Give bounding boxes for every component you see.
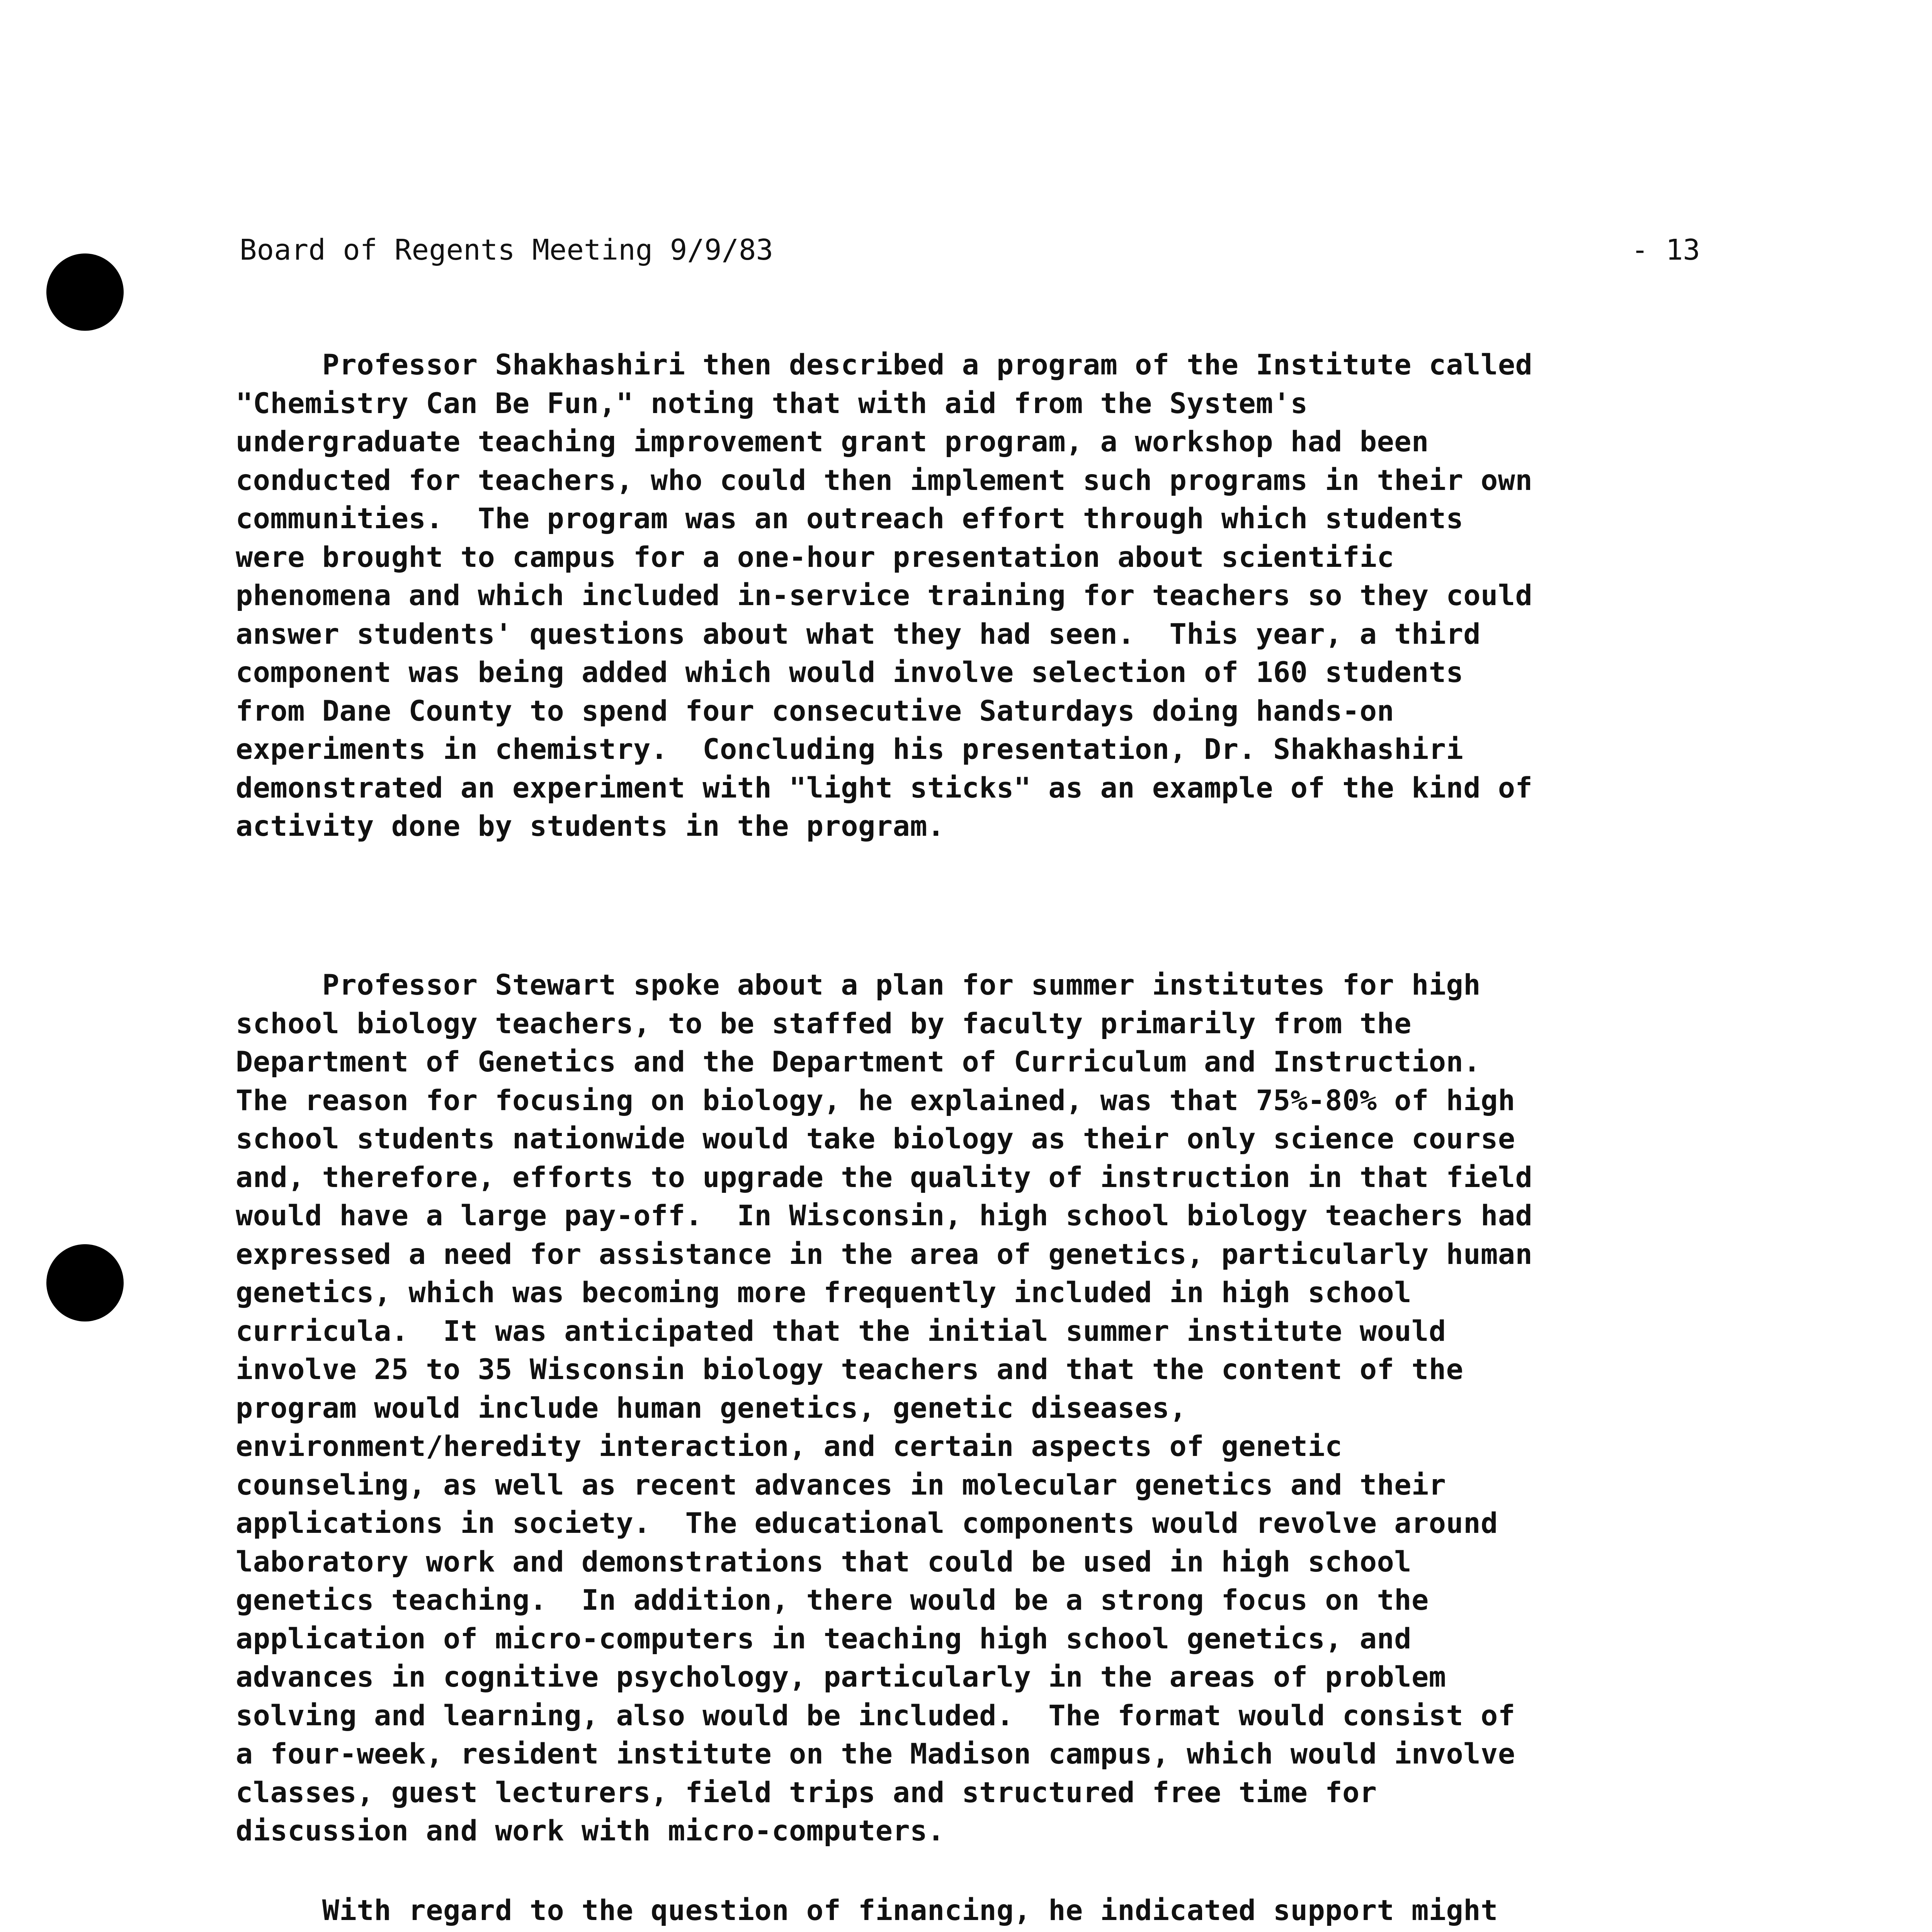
paragraph-line: Department of Genetics and the Department of Curriculum and Instruction. — [236, 1046, 1481, 1078]
paragraph-line: a four-week, resident institute on the Madison campus, which would involve — [236, 1738, 1515, 1770]
paragraph-line: were brought to campus for a one-hour presentation about scientific — [236, 541, 1395, 574]
paragraph-line: applications in society. The educational components would revolve around — [236, 1507, 1498, 1540]
paragraph-line: classes, guest lecturers, field trips and structured free time for — [236, 1776, 1377, 1809]
paragraph-line: program would include human genetics, genetic diseases, — [236, 1391, 1187, 1425]
paragraph-line: expressed a need for assistance in the area of genetics, particularly human — [236, 1238, 1533, 1271]
paragraph-line: environment/heredity interaction, and certain aspects of genetic — [236, 1430, 1343, 1463]
paragraph-line: conducted for teachers, who could then implement such programs in their own — [236, 464, 1533, 497]
paragraph-line: Professor Stewart spoke about a plan for summer institutes for high — [236, 969, 1481, 1002]
paragraph-line: solving and learning, also would be included. The format would consist of — [236, 1699, 1515, 1732]
paragraph-line: component was being added which would involve selection of 160 students — [236, 656, 1464, 689]
paragraph-line: genetics teaching. In addition, there would be a strong focus on the — [236, 1584, 1429, 1617]
paragraph-line: Professor Shakhashiri then described a program of the Institute called — [236, 349, 1533, 381]
paragraph-line: laboratory work and demonstrations that could be used in high school — [236, 1545, 1412, 1578]
paragraph-line: genetics, which was becoming more frequently included in high school — [236, 1276, 1412, 1309]
paragraph-shakhashiri-program — [236, 346, 1716, 846]
page-number: - 13 — [1631, 233, 1700, 267]
paragraph-line: discussion and work with micro-computers. — [236, 1815, 945, 1847]
paragraph-line: The reason for focusing on biology, he explained, was that 75%-80% of high — [236, 1084, 1515, 1117]
paragraph-line: demonstrated an experiment with "light sticks" as an example of the kind of — [236, 771, 1533, 804]
paragraph-line: With regard to the question of financing, he indicated support might — [236, 1894, 1498, 1927]
paragraph-line: involve 25 to 35 Wisconsin biology teachers and that the content of the — [236, 1353, 1464, 1386]
paragraph-line: application of micro-computers in teaching high school genetics, and — [236, 1622, 1412, 1655]
paragraph-line: would have a large pay-off. In Wisconsin, high school biology teachers had — [236, 1199, 1533, 1232]
paragraph-stewart-institutes — [236, 966, 1716, 1850]
paragraph-line: counseling, as well as recent advances in molecular genetics and their — [236, 1468, 1446, 1502]
header-title: Board of Regents Meeting 9/9/83 — [240, 233, 774, 267]
paragraph-line: school students nationwide would take biology as their only science course — [236, 1122, 1515, 1155]
paragraph-line: "Chemistry Can Be Fun," noting that with aid from the System's — [236, 387, 1308, 420]
paragraph-line: advances in cognitive psychology, particularly in the areas of problem — [236, 1661, 1446, 1694]
paragraph-line: communities. The program was an outreach effort through which students — [236, 502, 1464, 535]
punch-hole — [46, 1244, 124, 1321]
paragraph-line: activity done by students in the program. — [236, 810, 945, 843]
paragraph-line: and, therefore, efforts to upgrade the quality of instruction in that field — [236, 1161, 1533, 1194]
paragraph-line: from Dane County to spend four consecutive Saturdays doing hands-on — [236, 694, 1395, 728]
paragraph-financing — [236, 1891, 1716, 1932]
paragraph-line: answer students' questions about what they had seen. This year, a third — [236, 617, 1481, 651]
paragraph-line: undergraduate teaching improvement grant program, a workshop had been — [236, 425, 1429, 458]
page-header — [240, 229, 1700, 271]
paragraph-line: school biology teachers, to be staffed by faculty primarily from the — [236, 1007, 1412, 1040]
paragraph-line — [236, 1930, 1716, 1932]
punch-hole — [46, 253, 124, 331]
paragraph-line: experiments in chemistry. Concluding his presentation, Dr. Shakhashiri — [236, 733, 1464, 766]
paragraph-line: curricula. It was anticipated that the initial summer institute would — [236, 1315, 1446, 1348]
paragraph-line: phenomena and which included in-service training for teachers so they could — [236, 579, 1533, 612]
